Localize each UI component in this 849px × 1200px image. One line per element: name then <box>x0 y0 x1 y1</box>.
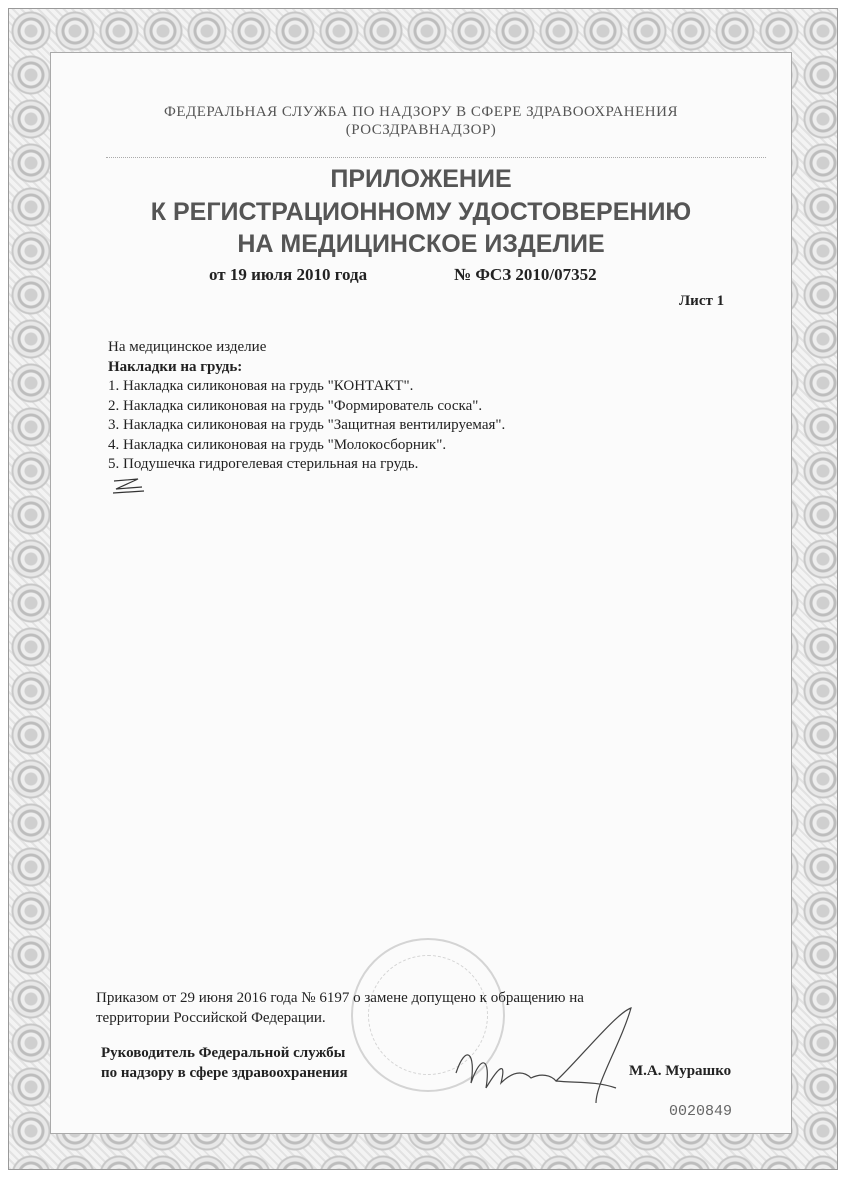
document-body <box>108 338 505 503</box>
signature-icon <box>446 1003 646 1113</box>
agency-abbr: (РОСЗДРАВНАДЗОР) <box>345 122 497 138</box>
list-item: 2. Накладка силиконовая на грудь "Формирователь соска". <box>108 397 483 414</box>
signatory-position <box>101 1043 348 1083</box>
intro: На медицинское изделие <box>108 339 267 355</box>
list-item: 5. Подушечка гидрогелевая стерильная на грудь. <box>108 456 419 472</box>
order-line1: Приказом от 29 июня 2016 года № 6197 о замене допущено к обращению на <box>96 990 584 1006</box>
divider <box>106 157 766 158</box>
title-line2: К РЕГИСТРАЦИОННОМУ УДОСТОВЕРЕНИЮ <box>150 198 692 226</box>
sheet-number: Лист 1 <box>679 293 725 309</box>
position-line2: по надзору в сфере здравоохранения <box>101 1065 348 1081</box>
title-line1: ПРИЛОЖЕНИЕ <box>330 165 512 193</box>
list-item: 4. Накладка силиконовая на грудь "Молокосборник". <box>108 436 447 453</box>
order-line2: территории Российской Федерации. <box>96 1010 326 1026</box>
serial-number: 0020849 <box>669 1103 733 1120</box>
agency-name: ФЕДЕРАЛЬНАЯ СЛУЖБА ПО НАДЗОРУ В СФЕРЕ ЗДРАВООХРАНЕНИЯ <box>164 104 678 120</box>
signatory-name: М.А. Мурашко <box>629 1063 732 1079</box>
title-line3: НА МЕДИЦИНСКОЕ ИЗДЕЛИЕ <box>237 230 605 258</box>
position-line1: Руководитель Федеральной службы <box>101 1045 346 1061</box>
list-item: 3. Накладка силиконовая на грудь "Защитная вентилируемая". <box>108 417 506 433</box>
cert-date: от 19 июля 2010 года <box>209 265 368 284</box>
list-item: 1. Накладка силиконовая на грудь "КОНТАКТ". <box>108 378 414 394</box>
document-sheet <box>50 52 792 1134</box>
items-heading: Накладки на грудь: <box>108 358 243 375</box>
cert-number: № ФСЗ 2010/07352 <box>454 265 597 284</box>
agency-header <box>51 103 791 139</box>
z-mark-icon <box>108 475 148 497</box>
